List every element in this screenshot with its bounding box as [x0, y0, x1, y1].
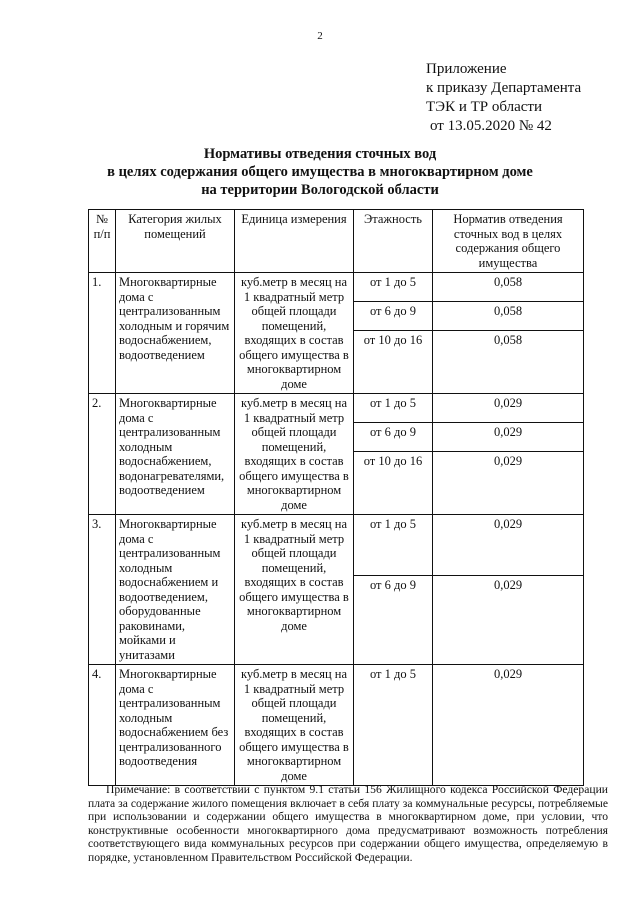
- row-floors: от 6 до 9: [354, 576, 433, 665]
- row-category: Многоквартирные дома с централизованным холодным водоснабжением и водоотведением, оборудованные раковинами, мойками и унитазами: [116, 515, 235, 665]
- row-floors: от 6 до 9: [354, 423, 433, 452]
- row-norm: 0,058: [433, 273, 584, 302]
- table-row: [89, 515, 584, 576]
- row-category: Многоквартирные дома с централизованным холодным водоснабжением, водонагревателями, водоотведением: [116, 394, 235, 515]
- row-unit: куб.метр в месяц на 1 квадратный метр общей площади помещений, входящих в состав общего имущества в многоквартирном доме: [235, 665, 354, 786]
- table-header-row: [89, 210, 584, 273]
- row-norm: 0,058: [433, 302, 584, 331]
- row-category: Многоквартирные дома с централизованным холодным водоснабжением без централизованного водоотведения: [116, 665, 235, 786]
- page-number: 2: [317, 30, 323, 42]
- header-unit: Единица измерения: [235, 210, 354, 273]
- title-line: Нормативы отведения сточных вод: [203, 146, 437, 162]
- row-norm: 0,029: [433, 394, 584, 423]
- row-floors: от 1 до 5: [354, 394, 433, 423]
- row-norm: 0,029: [433, 423, 584, 452]
- header-floors: Этажность: [354, 210, 433, 273]
- appendix-line: к приказу Департамента: [426, 80, 582, 96]
- row-norm: 0,029: [433, 452, 584, 515]
- header-norm: Норматив отведения сточных вод в целях содержания общего имущества: [433, 210, 584, 273]
- row-num: 4.: [89, 665, 116, 786]
- row-num: 3.: [89, 515, 116, 665]
- header-num: № п/п: [89, 210, 116, 273]
- row-num: 2.: [89, 394, 116, 515]
- row-floors: от 10 до 16: [354, 331, 433, 394]
- row-category: Многоквартирные дома с централизованным холодным и горячим водоснабжением, водоотведением: [116, 273, 235, 394]
- norms-table: [88, 209, 584, 786]
- footnote-text: в соответствии с пунктом 9.1 статьи 156 Жилищного кодекса Российской Федерации плата за содержание жилого помещения включает в себя плату за коммунальные ресурсы, потребляемые при использовании и содержании общего имущества в многоквартирном доме, при условии, что конструктивные особенности многоквартирного дома предусматривают возможность потребления соответствующего вида коммунальных ресурсов при содержании общего имущества, определяемую в порядке, установленном Правительством Российской Федерации.: [88, 783, 608, 864]
- row-unit: куб.метр в месяц на 1 квадратный метр общей площади помещений, входящих в состав общего имущества в многоквартирном доме: [235, 515, 354, 665]
- title-line: на территории Вологодской области: [201, 182, 439, 198]
- document-title: [0, 145, 640, 199]
- row-unit: куб.метр в месяц на 1 квадратный метр общей площади помещений, входящих в состав общего имущества в многоквартирном доме: [235, 273, 354, 394]
- row-norm: 0,029: [433, 515, 584, 576]
- row-floors: от 1 до 5: [354, 515, 433, 576]
- row-floors: от 1 до 5: [354, 665, 433, 786]
- appendix-line: Приложение: [426, 61, 507, 77]
- header-category: Категория жилых помещений: [116, 210, 235, 273]
- row-floors: от 6 до 9: [354, 302, 433, 331]
- footnote: [88, 783, 608, 865]
- table-row: [89, 273, 584, 302]
- appendix-line: от 13.05.2020 № 42: [430, 118, 552, 134]
- table-row: [89, 665, 584, 786]
- title-line: в целях содержания общего имущества в многоквартирном доме: [107, 164, 533, 180]
- table-row: [89, 394, 584, 423]
- appendix-block: [426, 60, 581, 136]
- row-floors: от 1 до 5: [354, 273, 433, 302]
- footnote-label: Примечание:: [106, 783, 171, 796]
- row-norm: 0,029: [433, 576, 584, 665]
- row-num: 1.: [89, 273, 116, 394]
- appendix-line: ТЭК и ТР области: [426, 99, 542, 115]
- row-norm: 0,029: [433, 665, 584, 786]
- row-unit: куб.метр в месяц на 1 квадратный метр общей площади помещений, входящих в состав общего имущества в многоквартирном доме: [235, 394, 354, 515]
- row-norm: 0,058: [433, 331, 584, 394]
- row-floors: от 10 до 16: [354, 452, 433, 515]
